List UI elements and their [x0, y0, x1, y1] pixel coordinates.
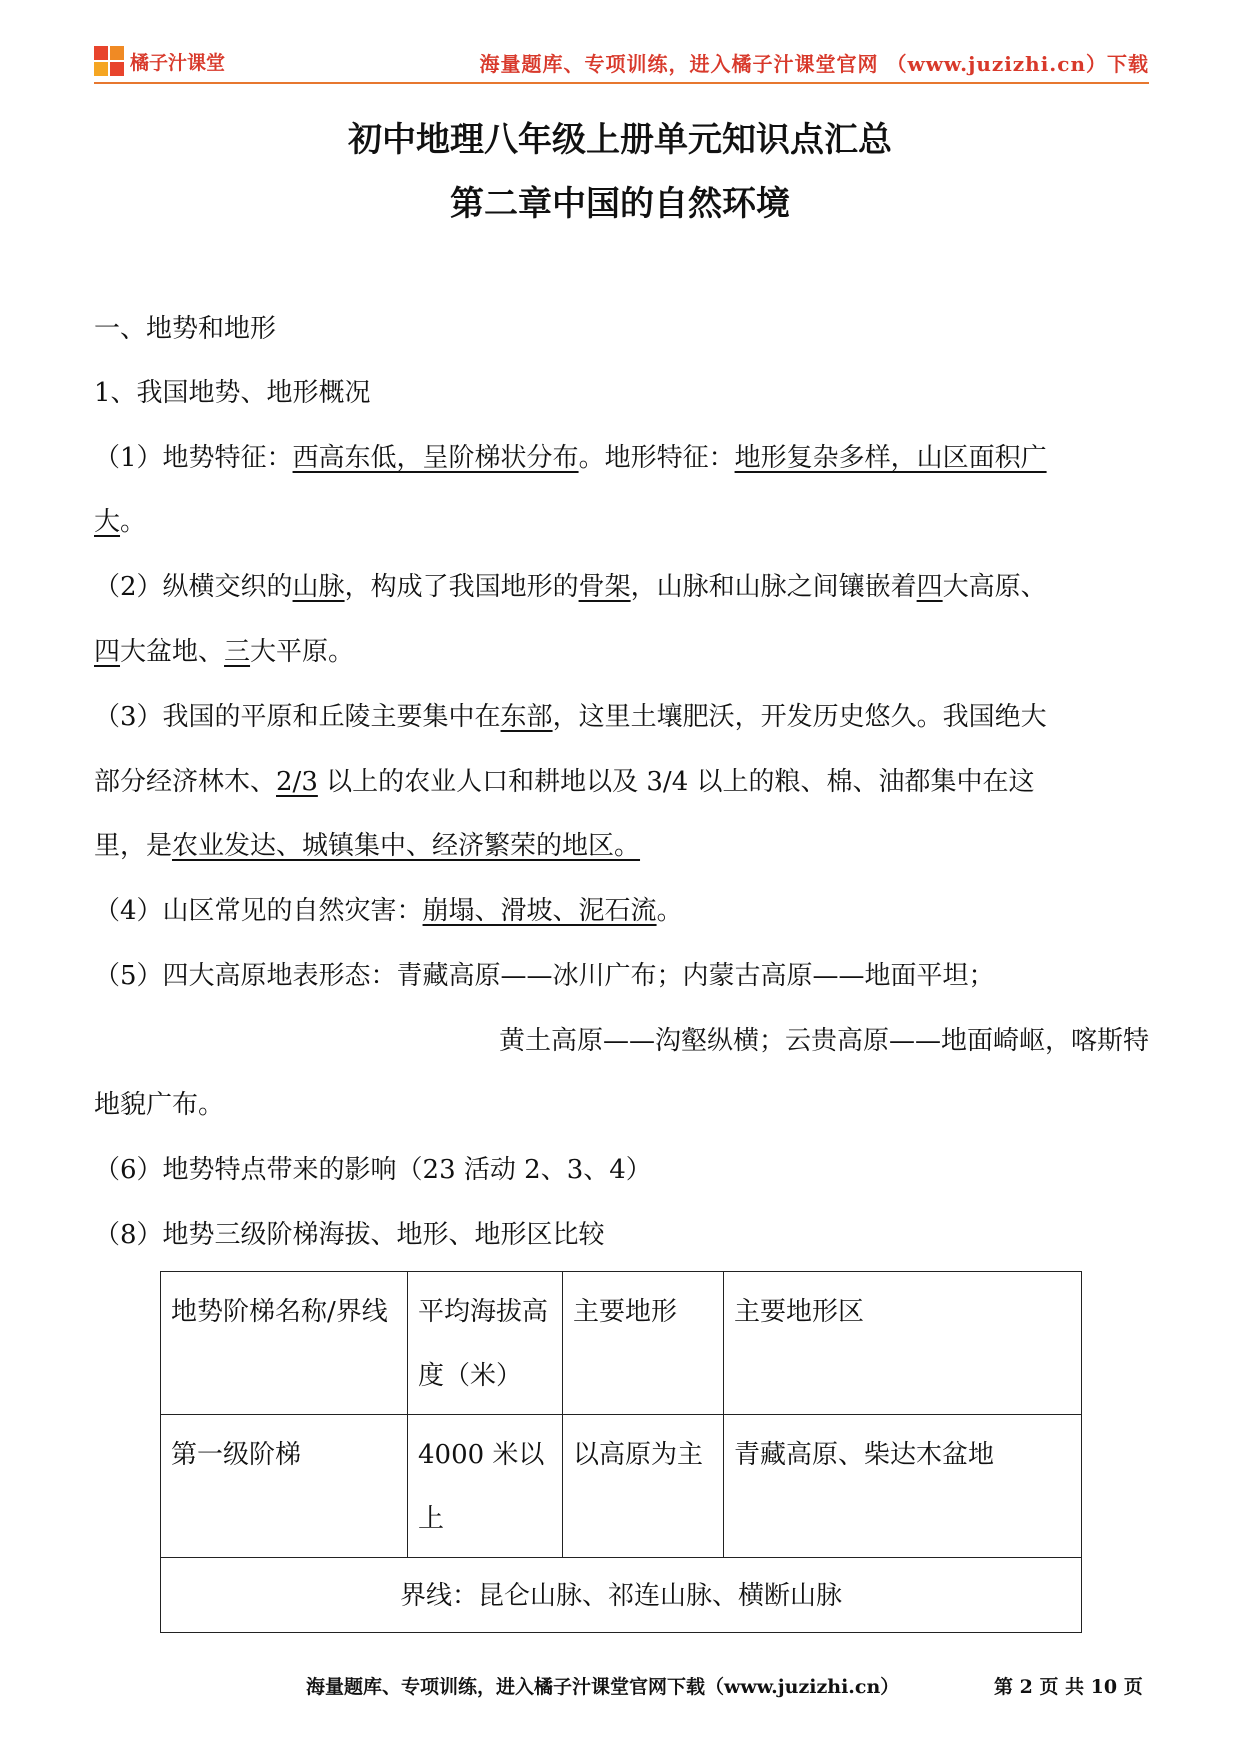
table-header-row	[161, 1272, 1082, 1415]
brand-logo[interactable]	[94, 46, 225, 76]
boundary-cell: 界线：昆仑山脉、祁连山脉、横断山脉	[161, 1558, 1082, 1633]
logo-icon	[94, 46, 124, 76]
header-tagline: 海量题库、专项训练，进入橘子汁课堂官网 （www.juzizhi.cn）下载	[479, 52, 1149, 76]
item-5: （5）四大高原地表形态：青藏高原——冰川广布；内蒙古高原——地面平坦；	[94, 961, 995, 991]
table-header-cell: 主要地形	[563, 1272, 724, 1415]
table-header-cell: 主要地形区	[724, 1272, 1082, 1415]
footer-link-text[interactable]: 海量题库、专项训练，进入橘子汁课堂官网下载（www.juzizhi.cn）	[306, 1676, 900, 1698]
item-8: （8）地势三级阶梯海拔、地形、地形区比较	[94, 1220, 605, 1250]
item-3-cont: 部分经济林木、2/3 以上的农业人口和耕地以及 3/4 以上的粮、棉、油都集中在这	[94, 767, 1035, 797]
table-row	[161, 1415, 1082, 1558]
item-5-cont: 黄土高原——沟壑纵横；云贵高原——地面崎岖，喀斯特	[498, 1026, 1149, 1056]
terrain-comparison-table	[160, 1271, 1082, 1633]
item-3: （3）我国的平原和丘陵主要集中在东部，这里土壤肥沃，开发历史悠久。我国绝大	[94, 702, 1047, 732]
item-2: （2）纵横交织的山脉，构成了我国地形的骨架，山脉和山脉之间镶嵌着四大高原、	[94, 572, 1047, 602]
page-number: 第 2 页 共 10 页	[994, 1676, 1143, 1698]
chapter-title: 第二章中国的自然环境	[450, 184, 790, 224]
table-header-cell: 平均海拔高度（米）	[408, 1272, 563, 1415]
item-5-cont2: 地貌广布。	[94, 1090, 225, 1120]
item-2-cont: 四大盆地、三大平原。	[94, 637, 355, 667]
document-title: 初中地理八年级上册单元知识点汇总	[348, 120, 892, 160]
item-6: （6）地势特点带来的影响（23 活动 2、3、4）	[94, 1155, 652, 1185]
logo-text: 橘子汁课堂	[130, 51, 226, 74]
page-header	[94, 42, 1149, 82]
table-cell: 以高原为主	[563, 1415, 724, 1558]
item-3-cont2: 里，是农业发达、城镇集中、经济繁荣的地区。	[94, 831, 641, 861]
item-4: （4）山区常见的自然灾害：崩塌、滑坡、泥石流。	[94, 896, 683, 926]
table-cell: 第一级阶梯	[161, 1415, 408, 1558]
item-1-cont: 大。	[94, 507, 147, 537]
table-header-cell: 地势阶梯名称/界线	[161, 1272, 408, 1415]
table-cell: 4000 米以上	[408, 1415, 563, 1558]
section-heading: 一、地势和地形	[94, 314, 277, 344]
table-cell: 青藏高原、柴达木盆地	[724, 1415, 1082, 1558]
subsection-heading: 1、我国地势、地形概况	[94, 378, 371, 408]
table-row-boundary	[161, 1558, 1082, 1633]
item-1: （1）地势特征：西高东低，呈阶梯状分布。地形特征：地形复杂多样，山区面积广	[94, 443, 1047, 473]
header-divider	[94, 82, 1149, 84]
